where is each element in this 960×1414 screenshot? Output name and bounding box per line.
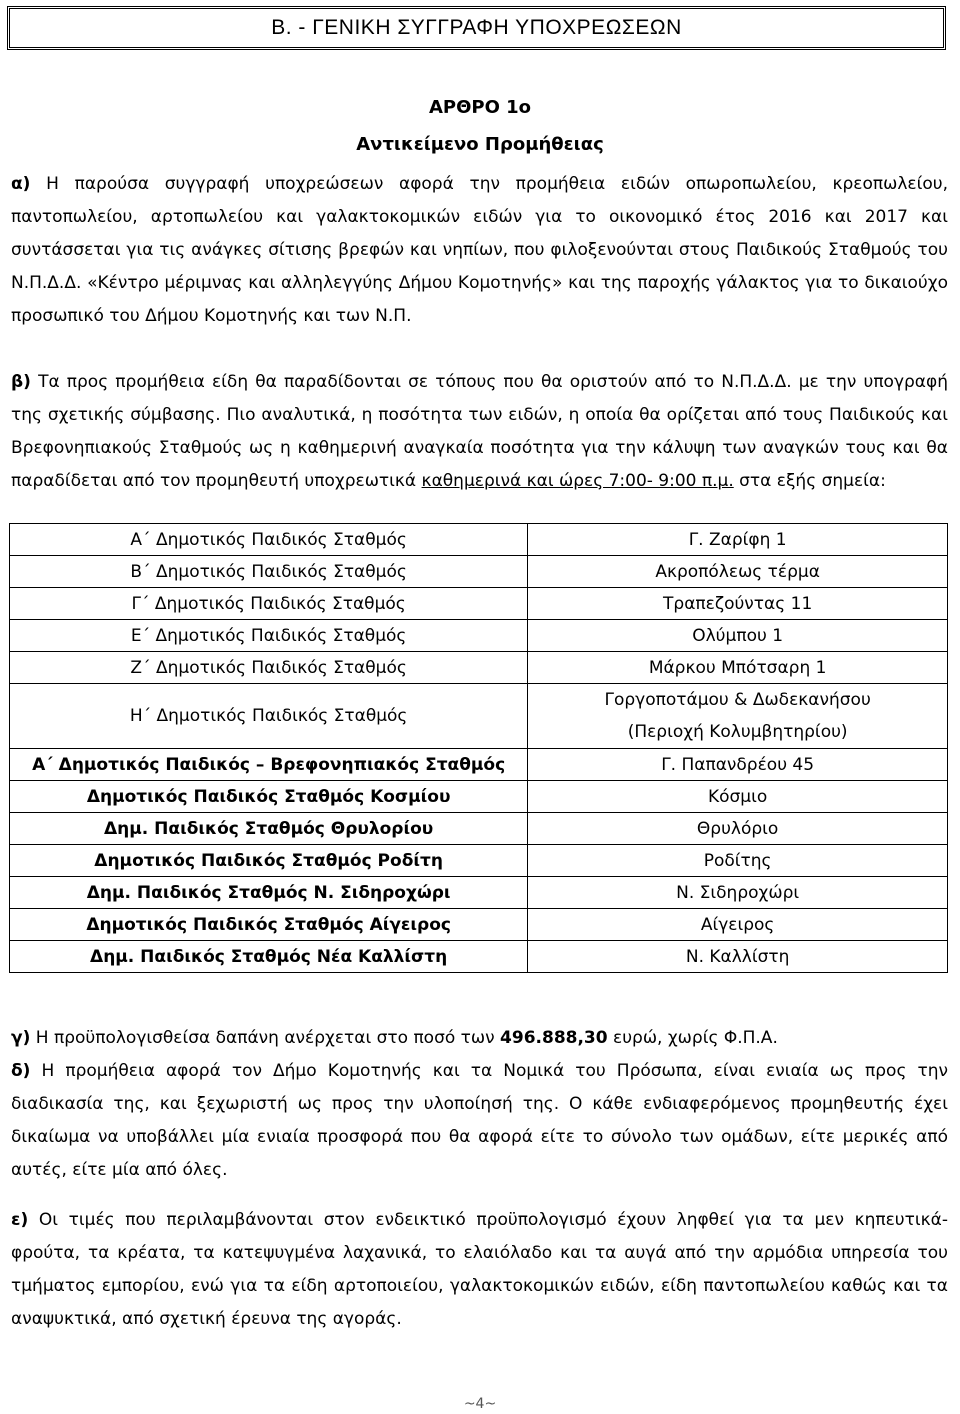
table-row <box>10 877 948 909</box>
table-row <box>10 749 948 781</box>
station-name: Α΄ Δημοτικός Παιδικός Σταθμός <box>10 524 528 556</box>
section-header <box>7 6 946 50</box>
station-name: Δημοτικός Παιδικός Σταθμός Αίγειρος <box>10 909 528 941</box>
paragraph-e-label: ε) <box>11 1210 29 1230</box>
paragraph-d-text: Η προμήθεια αφορά τον Δήμο Κομοτηνής και τα Νομικά του Πρόσωπα, είναι ενιαία ως προς την διαδικασία της, και ξεχωριστή ως προς την υλοποίησή της. Ο κάθε ενδιαφερόμενος προμηθευτής έχει δικαίωμα να υποβάλλει μία ενιαία προσφορά που θα αφορά είτε το σύνολο των ομάδων, είτε μερικές από αυτές, είτε μία από όλες. <box>11 1061 948 1180</box>
station-address <box>528 684 948 749</box>
table-row <box>10 556 948 588</box>
station-address: Γ. Ζαρίφη 1 <box>528 524 948 556</box>
paragraph-c-text-1: Η προϋπολογισθείσα δαπάνη ανέρχεται στο ποσό των <box>35 1028 495 1048</box>
paragraph-e <box>11 1204 948 1336</box>
delivery-locations-table <box>9 523 948 973</box>
table-row <box>10 524 948 556</box>
paragraph-d <box>11 1055 948 1187</box>
paragraph-c-text-2: ευρώ, χωρίς Φ.Π.Α. <box>613 1028 778 1048</box>
table-row <box>10 684 948 749</box>
paragraph-d-label: δ) <box>11 1061 31 1081</box>
station-name: Α΄ Δημοτικός Παιδικός – Βρεφονηπιακός Σταθμός <box>10 749 528 781</box>
paragraph-b-text-3: στα εξής σημεία: <box>739 471 886 491</box>
table-row <box>10 813 948 845</box>
section-title: Β. - ΓΕΝΙΚΗ ΣΥΓΓΡΑΦΗ ΥΠΟΧΡΕΩΣΕΩΝ <box>271 16 682 39</box>
table-row <box>10 652 948 684</box>
station-address: Αίγειρος <box>528 909 948 941</box>
station-address: Γ. Παπανδρέου 45 <box>528 749 948 781</box>
paragraph-a-text-1: Η παρούσα συγγραφή υποχρεώσεων αφορά την προμήθεια ειδών οπωροπωλείου, κρεοπωλείου, παντοπωλείου, αρτοπωλείου και γαλακτοκομικών ειδών για το οικονομικό έτος 2016 και 2017 και συντάσσεται για τις ανάγκες σίτισης βρεφών και νηπίων, που φιλοξενούνται στους Παιδικούς Σταθμούς του Ν.Π.Δ.Δ. <box>11 174 949 293</box>
paragraph-b <box>11 366 948 498</box>
paragraph-e-text: Οι τιμές που περιλαμβάνονται στον ενδεικτικό προϋπολογισμό έχουν ληφθεί για τα μεν κηπευτικά-φρούτα, τα κρέατα, τα κατεψυγμένα λαχανικά, το ελαιόλαδο και τα αυγά από την αρμόδια υπηρεσία του τμήματος εμπορίου, ενώ για τα είδη αρτοποιείου, γαλακτοκομικών ειδών, είδη παντοπωλείου καθώς και τα αναψυκτικά, από σχετική έρευνα της αγοράς. <box>11 1210 948 1329</box>
table-row <box>10 909 948 941</box>
article-subject: Αντικείμενο Προμήθειας <box>356 134 604 155</box>
station-name: Δημ. Παιδικός Σταθμός Ν. Σιδηροχώρι <box>10 877 528 909</box>
station-address-line-2: (Περιοχή Κολυμβητηρίου) <box>627 722 848 742</box>
station-address: Ν. Καλλίστη <box>528 941 948 973</box>
station-name: Η΄ Δημοτικός Παιδικός Σταθμός <box>10 684 528 749</box>
station-name: Δημ. Παιδικός Σταθμός Νέα Καλλίστη <box>10 941 528 973</box>
station-name: Δημ. Παιδικός Σταθμός Θρυλορίου <box>10 813 528 845</box>
page-number: ~4~ <box>463 1396 497 1412</box>
station-name: Β΄ Δημοτικός Παιδικός Σταθμός <box>10 556 528 588</box>
station-name: Γ΄ Δημοτικός Παιδικός Σταθμός <box>10 588 528 620</box>
paragraph-a-label: α) <box>11 174 31 194</box>
station-address: Μάρκου Μπότσαρη 1 <box>528 652 948 684</box>
table-row <box>10 781 948 813</box>
paragraph-b-text-1: Τα προς προμήθεια είδη θα παραδίδονται σε τόπους που θα οριστούν από το Ν.Π.Δ.Δ. με την υπογραφή της σχετικής σύμβασης. <box>11 372 948 425</box>
paragraph-c-label: γ) <box>11 1028 31 1048</box>
station-address: Ολύμπου 1 <box>528 620 948 652</box>
budget-amount: 496.888,30 <box>500 1028 608 1048</box>
paragraph-b-text-2: Πιο αναλυτικά, η ποσότητα των ειδών, η οποία θα ορίζεται από τους Παιδικούς και Βρεφονηπιακούς Σταθμούς ως η καθημερινή αναγκαία ποσότητα για την κάλυψη των αναγκών τους και θα παραδίδεται από τον προμηθευτή υποχρεωτικά <box>11 405 949 491</box>
station-name: Ζ΄ Δημοτικός Παιδικός Σταθμός <box>10 652 528 684</box>
paragraph-a <box>11 168 948 333</box>
station-address: Τραπεζούντας 11 <box>528 588 948 620</box>
station-address: Ροδίτης <box>528 845 948 877</box>
article-number: ΑΡΘΡΟ 1ο <box>428 97 532 118</box>
station-name: Δημοτικός Παιδικός Σταθμός Ροδίτη <box>10 845 528 877</box>
table-row <box>10 941 948 973</box>
station-address: Κόσμιο <box>528 781 948 813</box>
station-address-line-1: Γοργοποτάμου & Δωδεκανήσου <box>604 690 871 710</box>
paragraph-c <box>11 1022 948 1055</box>
station-address: Θρυλόριο <box>528 813 948 845</box>
table-row <box>10 620 948 652</box>
paragraph-b-label: β) <box>11 372 31 392</box>
delivery-hours: καθημερινά και ώρες 7:00- 9:00 π.μ. <box>421 471 734 491</box>
station-name: Δημοτικός Παιδικός Σταθμός Κοσμίου <box>10 781 528 813</box>
station-address: Ν. Σιδηροχώρι <box>528 877 948 909</box>
station-address: Ακροπόλεως τέρμα <box>528 556 948 588</box>
paragraph-a-text-2: «Κέντρο μέριμνας και αλληλεγγύης Δήμου Κομοτηνής» και της παροχής γάλακτος για το δικαιούχο προσωπικό του Δήμου Κομοτηνής και των Ν.Π. <box>11 273 948 326</box>
station-name: Ε΄ Δημοτικός Παιδικός Σταθμός <box>10 620 528 652</box>
table-row <box>10 588 948 620</box>
table-row <box>10 845 948 877</box>
